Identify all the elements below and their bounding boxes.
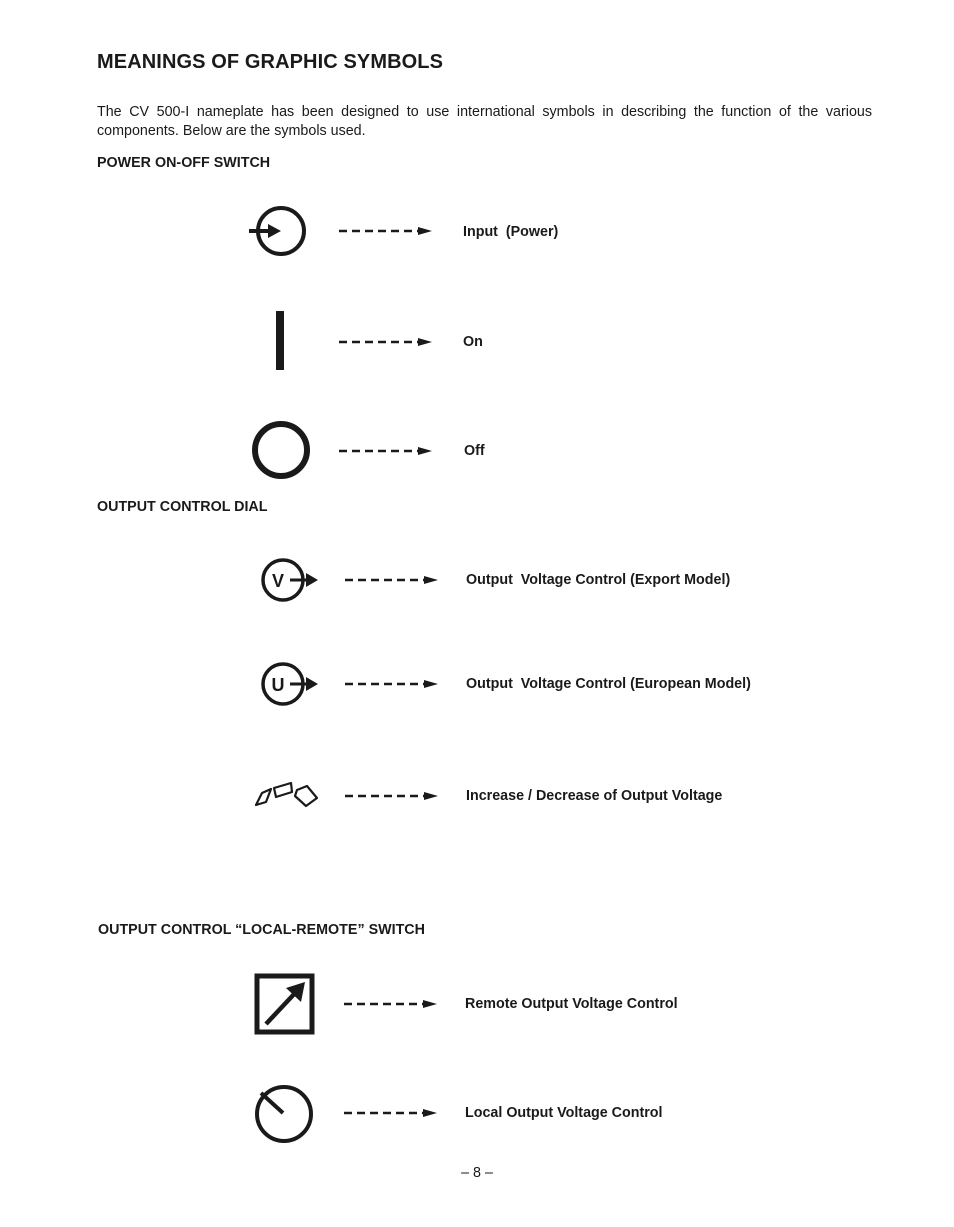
- voltage-v-glyph: V: [271, 571, 285, 591]
- dashed-arrow-icon: [344, 678, 444, 690]
- voltage-u-icon: [260, 661, 322, 707]
- power-on-icon: [270, 310, 290, 372]
- intro-paragraph: The CV 500-I nameplate has been designed to use international symbols in describing the function of the various components. Below are the symbols used.: [97, 104, 872, 139]
- remote-control-icon: [254, 973, 316, 1035]
- dashed-arrow-icon: [344, 790, 444, 802]
- dashed-arrow-icon: [343, 998, 443, 1010]
- increase-decrease-icon: [252, 780, 322, 812]
- symbol-label-local: Local Output Voltage Control: [465, 1105, 663, 1121]
- dashed-arrow-icon: [338, 336, 438, 348]
- voltage-u-glyph: U: [271, 675, 285, 695]
- section-heading-power: POWER ON-OFF SWITCH: [97, 155, 271, 171]
- voltage-v-icon: [260, 557, 322, 603]
- symbol-label-off: Off: [464, 443, 485, 459]
- local-control-icon: [253, 1083, 315, 1145]
- symbol-label-european: Output Voltage Control (European Model): [466, 676, 751, 692]
- dashed-arrow-icon: [338, 225, 438, 237]
- symbol-label-increase-decrease: Increase / Decrease of Output Voltage: [466, 788, 723, 804]
- section-heading-dial: OUTPUT CONTROL DIAL: [97, 499, 268, 515]
- page-title: MEANINGS OF GRAPHIC SYMBOLS: [97, 51, 444, 73]
- symbol-label-input: Input (Power): [463, 224, 559, 240]
- dashed-arrow-icon: [343, 1107, 443, 1119]
- page-number: – 8 –: [461, 1165, 493, 1181]
- dashed-arrow-icon: [338, 445, 438, 457]
- dashed-arrow-icon: [344, 574, 444, 586]
- symbol-label-on: On: [463, 334, 483, 350]
- symbol-label-remote: Remote Output Voltage Control: [465, 996, 678, 1012]
- power-off-icon: [250, 419, 312, 481]
- power-input-icon: [248, 205, 314, 257]
- symbol-label-export: Output Voltage Control (Export Model): [466, 572, 731, 588]
- section-heading-switch: OUTPUT CONTROL “LOCAL-REMOTE” SWITCH: [98, 922, 425, 938]
